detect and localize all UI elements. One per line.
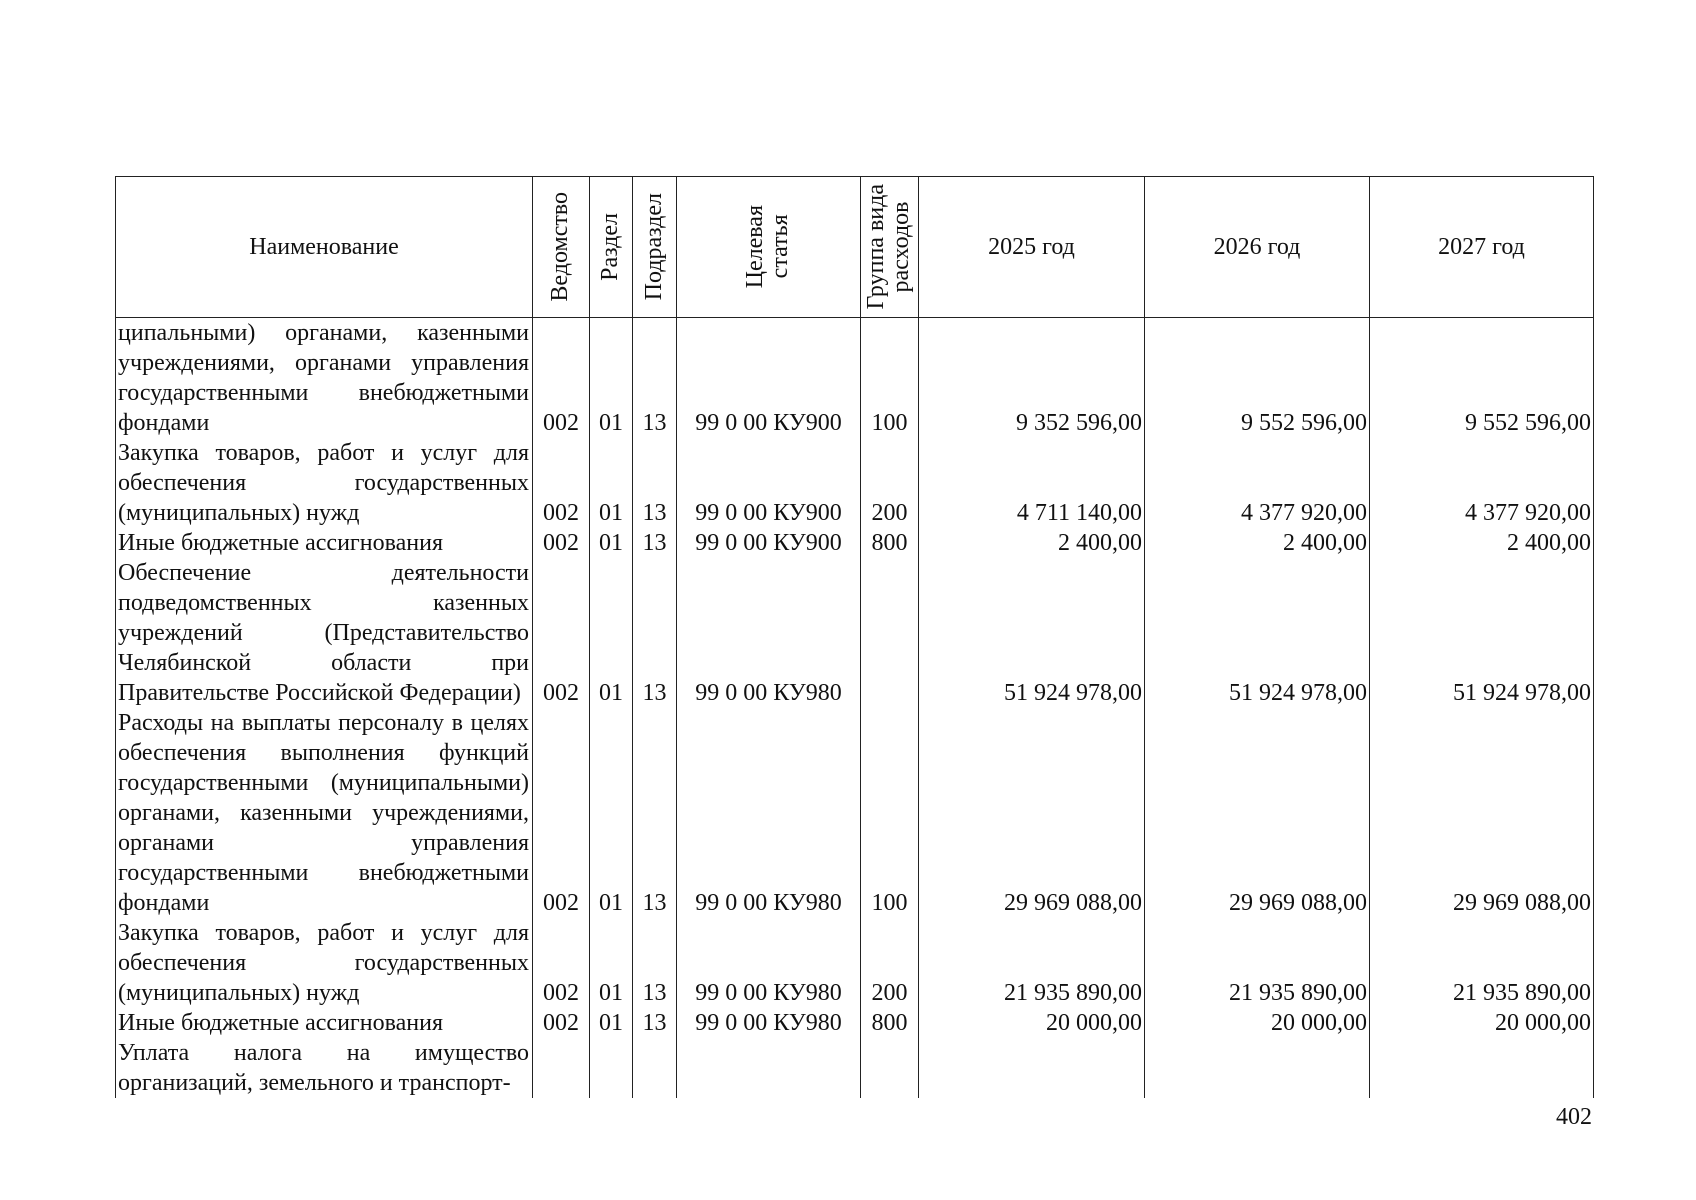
- cell-tselevaya-statya: 99 0 00 КУ900: [677, 318, 861, 439]
- table-body: [116, 318, 1594, 1099]
- cell-amount-2026: 21 935 890,00: [1145, 918, 1370, 1008]
- table-header-row: [116, 177, 1594, 318]
- header-2025: [919, 177, 1145, 318]
- cell-amount-2025: 2 400,00: [919, 528, 1145, 558]
- cell-vedomstvo: 002: [533, 438, 590, 528]
- cell-name: Закупка товаров, работ и услуг для обеспечения государственных (муниципальных) нужд: [116, 918, 533, 1008]
- cell-podrazdel: 13: [633, 708, 677, 918]
- cell-gruppa-vida-rashodov: 800: [861, 528, 919, 558]
- cell-amount-2027: 51 924 978,00: [1370, 558, 1594, 708]
- cell-vedomstvo: 002: [533, 1008, 590, 1038]
- header-gruppa-label: Группа вида расходов: [863, 184, 915, 310]
- cell-vedomstvo: 002: [533, 528, 590, 558]
- page-number: 402: [1556, 1104, 1592, 1130]
- header-razdel-label: Раздел: [597, 213, 624, 281]
- header-2026-label: 2026 год: [1213, 233, 1301, 260]
- cell-gruppa-vida-rashodov: [861, 558, 919, 708]
- cell-amount-2025: 9 352 596,00: [919, 318, 1145, 439]
- cell-amount-2027: 9 552 596,00: [1370, 318, 1594, 439]
- cell-name: Обеспечение деятельности подведомственных казенных учреждений (Представительство Челябинской области при Правительстве Российской Федерации): [116, 558, 533, 708]
- cell-podrazdel: 13: [633, 1008, 677, 1038]
- header-podrazdel-label: Подраздел: [640, 193, 667, 301]
- cell-razdel: 01: [590, 1008, 633, 1038]
- cell-gruppa-vida-rashodov: 200: [861, 438, 919, 528]
- cell-tselevaya-statya: 99 0 00 КУ900: [677, 438, 861, 528]
- cell-amount-2025: 4 711 140,00: [919, 438, 1145, 528]
- cell-amount-2025: 20 000,00: [919, 1008, 1145, 1038]
- header-podrazdel: [633, 177, 677, 318]
- header-razdel: [590, 177, 633, 318]
- cell-tselevaya-statya: 99 0 00 КУ980: [677, 558, 861, 708]
- header-2027-label: 2027 год: [1438, 233, 1525, 260]
- cell-vedomstvo: 002: [533, 318, 590, 439]
- cell-vedomstvo: 002: [533, 918, 590, 1008]
- cell-amount-2027: [1370, 1038, 1594, 1098]
- table-row: [116, 1038, 1594, 1098]
- cell-razdel: 01: [590, 708, 633, 918]
- header-name: [116, 177, 533, 318]
- header-2026: [1145, 177, 1370, 318]
- cell-razdel: 01: [590, 558, 633, 708]
- cell-name: Иные бюджетные ассигнования: [116, 1008, 533, 1038]
- cell-name: Закупка товаров, работ и услуг для обеспечения государственных (муниципальных) нужд: [116, 438, 533, 528]
- cell-amount-2026: 51 924 978,00: [1145, 558, 1370, 708]
- cell-tselevaya-statya: [677, 1038, 861, 1098]
- cell-amount-2025: 21 935 890,00: [919, 918, 1145, 1008]
- table-row: [116, 318, 1594, 439]
- table-row: [116, 438, 1594, 528]
- cell-vedomstvo: [533, 1038, 590, 1098]
- cell-name: Уплата налога на имущество организаций, земельного и транспорт-: [116, 1038, 533, 1098]
- cell-tselevaya-statya: 99 0 00 КУ980: [677, 918, 861, 1008]
- cell-amount-2026: 20 000,00: [1145, 1008, 1370, 1038]
- cell-podrazdel: 13: [633, 558, 677, 708]
- cell-amount-2026: 29 969 088,00: [1145, 708, 1370, 918]
- header-vedomstvo-label: Ведомство: [547, 192, 574, 302]
- header-name-label: Наименование: [249, 233, 399, 260]
- header-2027: [1370, 177, 1594, 318]
- cell-name: ципальными) органами, казенными учреждениями, органами управления государственными внебюджетными фондами: [116, 318, 533, 439]
- table-row: [116, 918, 1594, 1008]
- cell-razdel: 01: [590, 918, 633, 1008]
- table-row: [116, 708, 1594, 918]
- cell-vedomstvo: 002: [533, 558, 590, 708]
- cell-vedomstvo: 002: [533, 708, 590, 918]
- cell-name: Расходы на выплаты персоналу в целях обеспечения выполнения функций государственными (муниципальными) органами, казенными учреждениями, органами управления государственными внебюджетными фондами: [116, 708, 533, 918]
- cell-name: Иные бюджетные ассигнования: [116, 528, 533, 558]
- cell-amount-2027: 20 000,00: [1370, 1008, 1594, 1038]
- header-gruppa-vida-rashodov: [861, 177, 919, 318]
- cell-podrazdel: 13: [633, 918, 677, 1008]
- cell-gruppa-vida-rashodov: 100: [861, 318, 919, 439]
- cell-amount-2026: 4 377 920,00: [1145, 438, 1370, 528]
- table-row: [116, 1008, 1594, 1038]
- cell-amount-2026: [1145, 1038, 1370, 1098]
- cell-gruppa-vida-rashodov: [861, 1038, 919, 1098]
- cell-razdel: 01: [590, 528, 633, 558]
- cell-razdel: 01: [590, 438, 633, 528]
- cell-podrazdel: 13: [633, 318, 677, 439]
- cell-podrazdel: [633, 1038, 677, 1098]
- table-row: [116, 558, 1594, 708]
- cell-tselevaya-statya: 99 0 00 КУ900: [677, 528, 861, 558]
- cell-gruppa-vida-rashodov: 100: [861, 708, 919, 918]
- cell-amount-2025: 29 969 088,00: [919, 708, 1145, 918]
- header-tselevaya-statya-label: Целевая статья: [742, 205, 794, 289]
- cell-tselevaya-statya: 99 0 00 КУ980: [677, 1008, 861, 1038]
- header-vedomstvo: [533, 177, 590, 318]
- cell-podrazdel: 13: [633, 438, 677, 528]
- cell-razdel: 01: [590, 318, 633, 439]
- cell-amount-2027: 29 969 088,00: [1370, 708, 1594, 918]
- cell-gruppa-vida-rashodov: 200: [861, 918, 919, 1008]
- header-tselevaya-statya: [677, 177, 861, 318]
- cell-amount-2027: 2 400,00: [1370, 528, 1594, 558]
- cell-amount-2027: 4 377 920,00: [1370, 438, 1594, 528]
- cell-podrazdel: 13: [633, 528, 677, 558]
- cell-amount-2026: 9 552 596,00: [1145, 318, 1370, 439]
- cell-amount-2026: 2 400,00: [1145, 528, 1370, 558]
- budget-table: [115, 176, 1594, 1098]
- cell-tselevaya-statya: 99 0 00 КУ980: [677, 708, 861, 918]
- cell-gruppa-vida-rashodov: 800: [861, 1008, 919, 1038]
- table-row: [116, 528, 1594, 558]
- cell-razdel: [590, 1038, 633, 1098]
- cell-amount-2027: 21 935 890,00: [1370, 918, 1594, 1008]
- cell-amount-2025: 51 924 978,00: [919, 558, 1145, 708]
- header-2025-label: 2025 год: [988, 233, 1075, 260]
- cell-amount-2025: [919, 1038, 1145, 1098]
